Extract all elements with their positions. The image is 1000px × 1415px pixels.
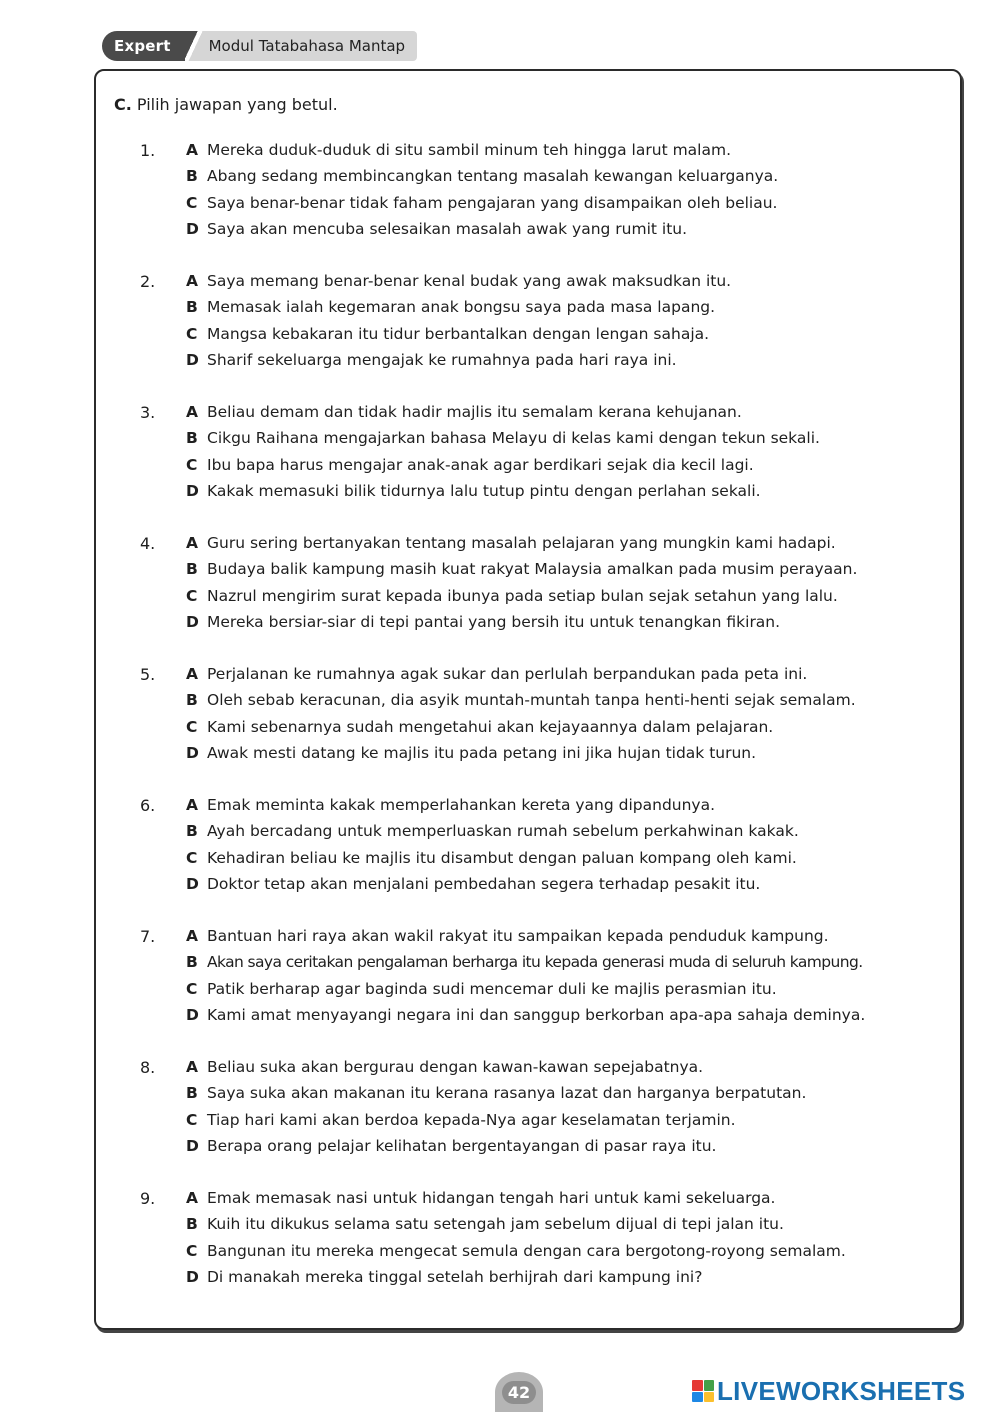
option-text: Kami amat menyayangi negara ini dan sanggup berkorban apa-apa sahaja deminya. [207, 1005, 866, 1024]
option-text: Berapa orang pelajar kelihatan bergentayangan di pasar raya itu. [207, 1136, 717, 1155]
option-text: Doktor tetap akan menjalani pembedahan segera terhadap pesakit itu. [207, 874, 761, 893]
option-letter: C [186, 1110, 198, 1129]
option-letter: C [186, 979, 198, 998]
option-list [186, 923, 956, 1028]
option-b[interactable] [186, 949, 956, 975]
question-number: 8. [140, 1058, 156, 1077]
question-3 [140, 399, 940, 530]
option-d[interactable] [186, 1133, 956, 1159]
option-letter: B [186, 560, 198, 579]
option-text: Abang sedang membincangkan tentang masalah kewangan keluarganya. [207, 167, 779, 186]
option-letter: A [186, 534, 198, 552]
option-letter: B [186, 167, 198, 186]
option-text: Kami sebenarnya sudah mengetahui akan kejayaannya dalam pelajaran. [207, 717, 774, 736]
option-text: Kakak memasuki bilik tidurnya lalu tutup pintu dengan perlahan sekali. [207, 481, 761, 500]
option-list [186, 268, 956, 373]
option-text: Sharif sekeluarga mengajak ke rumahnya pada hari raya ini. [207, 350, 677, 369]
option-d[interactable] [186, 609, 956, 635]
option-text: Mangsa kebakaran itu tidur berbantalkan dengan lengan sahaja. [207, 324, 710, 343]
liveworksheets-logo-icon [692, 1380, 714, 1402]
option-list [186, 792, 956, 897]
option-a[interactable] [186, 661, 956, 687]
option-text: Akan saya ceritakan pengalaman berharga itu kepada generasi muda di seluruh kampung. [207, 953, 863, 972]
option-b[interactable] [186, 687, 956, 713]
question-7 [140, 923, 940, 1054]
option-text: Oleh sebab keracunan, dia asyik muntah-muntah tanpa henti-henti sejak semalam. [207, 691, 856, 710]
option-text: Beliau demam dan tidak hadir majlis itu semalam kerana kehujanan. [207, 403, 742, 421]
liveworksheets-logo[interactable] [692, 1376, 965, 1406]
option-c[interactable] [186, 714, 956, 740]
option-letter: C [186, 848, 198, 867]
question-2 [140, 268, 940, 399]
question-number: 9. [140, 1189, 156, 1208]
option-a[interactable] [186, 792, 956, 818]
option-text: Saya benar-benar tidak faham pengajaran yang disampaikan oleh beliau. [207, 193, 778, 212]
option-text: Kuih itu dikukus selama satu setengah jam sebelum dijual di tepi jalan itu. [207, 1215, 784, 1234]
option-text: Ibu bapa harus mengajar anak-anak agar berdikari sejak dia kecil lagi. [207, 455, 754, 474]
option-letter: A [186, 272, 198, 290]
option-text: Patik berharap agar baginda sudi mencemar duli ke majlis perasmian itu. [207, 979, 777, 998]
expert-badge: Expert [102, 31, 185, 61]
question-4 [140, 530, 940, 661]
liveworksheets-logo-text: LIVEWORKSHEETS [717, 1375, 966, 1406]
option-letter: D [186, 1136, 199, 1155]
option-text: Nazrul mengirim surat kepada ibunya pada setiap bulan sejak setahun yang lalu. [207, 586, 838, 605]
option-text: Bantuan hari raya akan wakil rakyat itu sampaikan kepada penduduk kampung. [207, 927, 829, 945]
option-b[interactable] [186, 556, 956, 582]
question-list [140, 137, 940, 1316]
option-d[interactable] [186, 740, 956, 766]
option-d[interactable] [186, 478, 956, 504]
question-number: 1. [140, 141, 156, 160]
question-5 [140, 661, 940, 792]
option-a[interactable] [186, 1185, 956, 1211]
option-text: Tiap hari kami akan berdoa kepada-Nya agar keselamatan terjamin. [207, 1110, 736, 1129]
option-c[interactable] [186, 976, 956, 1002]
option-letter: C [186, 586, 198, 605]
option-text: Saya akan mencuba selesaikan masalah awak yang rumit itu. [207, 219, 688, 238]
option-a[interactable] [186, 530, 956, 556]
option-letter: B [186, 298, 198, 317]
option-d[interactable] [186, 216, 956, 242]
option-list [186, 399, 956, 504]
instruction-text: Pilih jawapan yang betul. [136, 95, 338, 114]
option-letter: D [186, 481, 199, 500]
logo-square-green [704, 1380, 715, 1391]
option-text: Perjalanan ke rumahnya agak sukar dan perlulah berpandukan pada peta ini. [207, 665, 808, 683]
option-b[interactable] [186, 1080, 956, 1106]
option-letter: D [186, 219, 199, 238]
option-text: Ayah bercadang untuk memperluaskan rumah sebelum perkahwinan kakak. [207, 822, 799, 841]
option-letter: C [186, 193, 198, 212]
option-letter: A [186, 1058, 198, 1076]
option-text: Di manakah mereka tinggal setelah berhijrah dari kampung ini? [207, 1267, 703, 1286]
question-number: 5. [140, 665, 156, 684]
option-a[interactable] [186, 137, 956, 163]
option-letter: A [186, 796, 198, 814]
page-number-tab [495, 1372, 543, 1412]
logo-square-red [692, 1380, 703, 1391]
option-c[interactable] [186, 190, 956, 216]
option-letter: D [186, 874, 199, 893]
option-letter: B [186, 822, 198, 841]
option-letter: B [186, 953, 198, 972]
exercise-box [94, 69, 962, 1330]
option-letter: D [186, 743, 199, 762]
question-number: 6. [140, 796, 156, 815]
option-b[interactable] [186, 425, 956, 451]
option-letter: A [186, 927, 198, 945]
option-a[interactable] [186, 923, 956, 949]
option-a[interactable] [186, 268, 956, 294]
option-c[interactable] [186, 1238, 956, 1264]
option-letter: D [186, 350, 199, 369]
option-c[interactable] [186, 583, 956, 609]
option-letter: A [186, 665, 198, 683]
option-letter: C [186, 324, 198, 343]
question-number: 7. [140, 927, 156, 946]
option-list [186, 1054, 956, 1159]
question-9 [140, 1185, 940, 1316]
option-letter: D [186, 612, 199, 631]
option-b[interactable] [186, 294, 956, 320]
option-c[interactable] [186, 452, 956, 478]
question-number: 2. [140, 272, 156, 291]
option-text: Saya suka akan makanan itu kerana rasanya lazat dan harganya berpatutan. [207, 1084, 807, 1103]
option-letter: A [186, 141, 198, 159]
option-text: Kehadiran beliau ke majlis itu disambut dengan paluan kompang oleh kami. [207, 848, 797, 867]
option-letter: B [186, 429, 198, 448]
option-letter: D [186, 1005, 199, 1024]
question-1 [140, 137, 940, 268]
option-text: Guru sering bertanyakan tentang masalah pelajaran yang mungkin kami hadapi. [207, 534, 836, 552]
module-title: Modul Tatabahasa Mantap [203, 31, 417, 61]
option-a[interactable] [186, 399, 956, 425]
option-letter: A [186, 403, 198, 421]
option-letter: B [186, 691, 198, 710]
option-letter: A [186, 1189, 198, 1207]
question-number: 4. [140, 534, 156, 553]
option-letter: C [186, 717, 198, 736]
option-d[interactable] [186, 347, 956, 373]
option-text: Emak meminta kakak memperlahankan kereta yang dipandunya. [207, 796, 716, 814]
option-a[interactable] [186, 1054, 956, 1080]
option-text: Bangunan itu mereka mengecat semula dengan cara bergotong-royong semalam. [207, 1241, 846, 1260]
option-d[interactable] [186, 1002, 956, 1028]
option-b[interactable] [186, 1211, 956, 1237]
option-text: Emak memasak nasi untuk hidangan tengah hari untuk kami sekeluarga. [207, 1189, 776, 1207]
instruction [114, 95, 338, 114]
option-text: Saya memang benar-benar kenal budak yang awak maksudkan itu. [207, 272, 732, 290]
option-d[interactable] [186, 1264, 956, 1290]
option-list [186, 137, 956, 242]
option-text: Memasak ialah kegemaran anak bongsu saya pada masa lapang. [207, 298, 716, 317]
module-header [102, 31, 417, 61]
option-list [186, 1185, 956, 1290]
option-text: Awak mesti datang ke majlis itu pada petang ini jika hujan tidak turun. [207, 743, 757, 762]
option-c[interactable] [186, 845, 956, 871]
option-c[interactable] [186, 1107, 956, 1133]
question-number: 3. [140, 403, 156, 422]
logo-square-yellow [704, 1392, 715, 1403]
option-letter: D [186, 1267, 199, 1286]
option-c[interactable] [186, 321, 956, 347]
option-text: Budaya balik kampung masih kuat rakyat Malaysia amalkan pada musim perayaan. [207, 560, 858, 579]
question-8 [140, 1054, 940, 1185]
option-list [186, 661, 956, 766]
option-list [186, 530, 956, 635]
option-text: Beliau suka akan bergurau dengan kawan-kawan sepejabatnya. [207, 1058, 704, 1076]
question-6 [140, 792, 940, 923]
option-d[interactable] [186, 871, 956, 897]
section-letter: C. [114, 95, 132, 114]
logo-square-blue [692, 1392, 703, 1403]
option-b[interactable] [186, 818, 956, 844]
option-letter: C [186, 455, 198, 474]
option-b[interactable] [186, 163, 956, 189]
header-divider [185, 31, 203, 61]
option-text: Mereka bersiar-siar di tepi pantai yang bersih itu untuk tenangkan fikiran. [207, 612, 781, 631]
option-text: Cikgu Raihana mengajarkan bahasa Melayu di kelas kami dengan tekun sekali. [207, 429, 820, 448]
option-text: Mereka duduk-duduk di situ sambil minum teh hingga larut malam. [207, 141, 731, 159]
option-letter: C [186, 1241, 198, 1260]
option-letter: B [186, 1084, 198, 1103]
option-letter: B [186, 1215, 198, 1234]
page-number: 42 [502, 1381, 536, 1404]
